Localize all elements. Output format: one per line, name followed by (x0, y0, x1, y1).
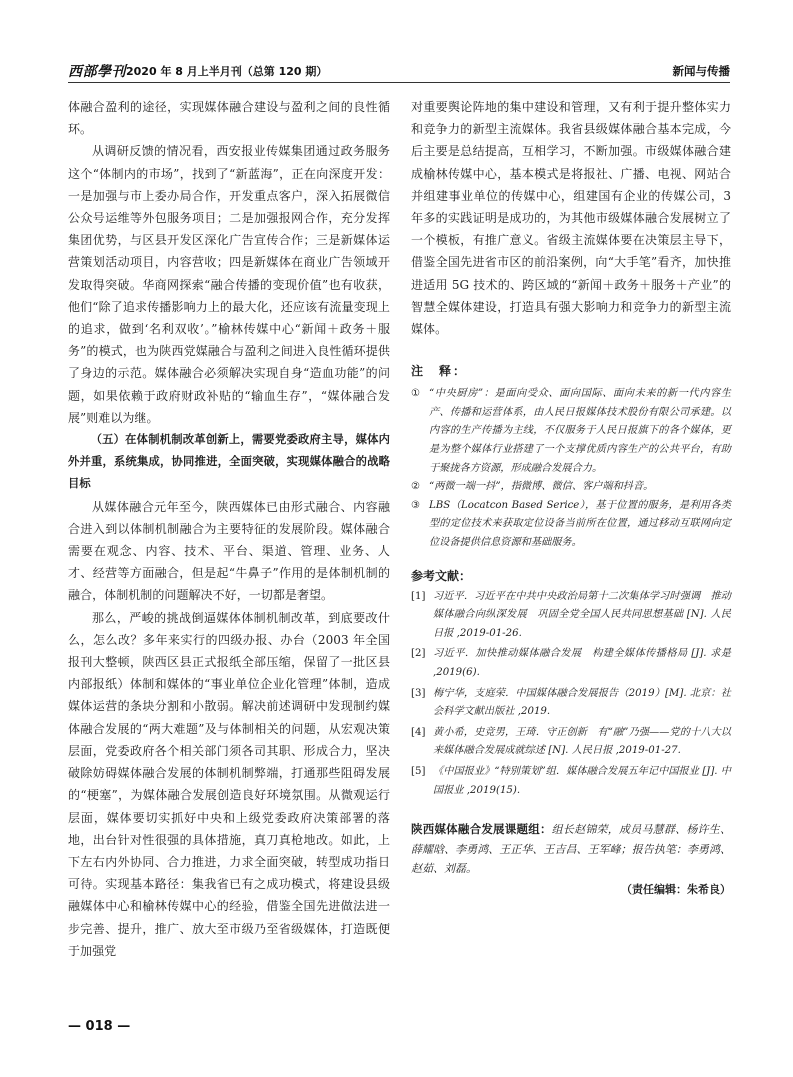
reference-text: 黄小希，史竞男，王琦．守正创新 有“融”乃强——党的十八大以来媒体融合发展成就综述 [N]. 人民日报 ,2019-01-27. (433, 726, 731, 757)
references-heading: 参考文献： (411, 568, 472, 583)
research-group-label: 陕西媒体融合发展课题组： (411, 822, 552, 837)
notes-heading: 注 释： (411, 364, 468, 379)
body-paragraph: 对重要舆论阵地的集中建设和管理，又有利于提升整体实力和竞争力的新型主流媒体。我省县级媒体融合基本完成，今后主要是总结提高，互相学习，不断加强。市级媒体融合建成榆林传媒中心，基本模式是将报社、广播、电视、网站合并组建事业单位的传媒中心，组建国有企业的传媒公司，3 年多的实践证明是成功的，为其他市级媒体融合发展树立了一个模板，有推广意义。省级主流媒体要在决策层主导下，借鉴全国先进省市区的前沿案例，向“大手笔”看齐，加快推进适用 5G 技术的、跨区域的“新闻＋政务＋服务＋产业”的智慧全媒体建设，打造具有强大影响力和竞争力的新型主流媒体。 (411, 100, 731, 337)
note-item (411, 385, 731, 478)
note-marker: ③ (411, 499, 421, 511)
reference-text: 习近平．习近平在中共中央政治局第十二次集体学习时强调 推动媒体融合向纵深发展 巩固全党全国人民共同思想基础 [N]. 人民日报 ,2019-01-26. (433, 590, 731, 639)
note-marker: ② (411, 481, 421, 493)
journal-issue: 2020 年 8 月上半月刊（总第 120 期） (126, 65, 328, 78)
body-paragraph: 从调研反馈的情况看，西安报业传媒集团通过政务服务这个“体制内的市场”，找到了“新蓝海”，正在向深度开发：一是加强与市上委办局合作，开发重点客户，深入拓展微信公众号运维等外包服务项目；二是加强报网合作，充分发挥集团优势，与区县开发区深化广告宣传合作；三是新媒体运营策划活动项目，内容营收；四是新媒体在商业广告领域开发取得突破。华商网探索“融合传播的变现价值”也有收获，他们“除了追求传播影响力上的最大化，还应该有流量变现上的追求，做到‘名利双收’。”榆林传媒中心“新闻＋政务＋服务”的模式，也为陕西党媒融合与盈利之间进入良性循环提供了身边的示范。媒体融合必须解决实现自身“造血功能”的问题，如果依赖于政府财政补贴的“输血生存”，“媒体融合发展”则难以为继。 (68, 144, 390, 425)
reference-item (411, 685, 731, 722)
reference-marker: [2] (411, 648, 426, 660)
responsible-editor: （责任编辑：朱希良） (621, 882, 731, 896)
reference-item (411, 645, 731, 682)
running-header (68, 60, 730, 83)
left-column (68, 96, 390, 962)
reference-text: 《中国报业》“特别策划”组．媒体融合发展五年记中国报业 [J]. 中国报业 ,2019(15). (433, 765, 731, 796)
research-group-members: 组长赵锦荣，成员马慧群、杨许生、薛耀晗、李勇鸿、王正华、王吉昌、王军峰；报告执笔：李勇鸿、赵茹、刘磊。 (411, 823, 732, 876)
body-paragraph: 那么，严峻的挑战倒逼媒体体制机制改革，到底要改什么，怎么改？多年来实行的四级办报、办台（2003 年全国报刊大整顿，陕西区县正式报纸全部压缩，保留了一批区县内部报纸）体制和媒体的“事业单位企业化管理”体制，造成媒体运营的条块分割和小散弱。解决前述调研中发现制约媒体融合发展的“两大难题”及与体制相关的问题，从宏观决策层面，党委政府各个相关部门须各司其职、形成合力，坚决破除妨碍媒体融合发展的体制机制弊端，打通那些阻碍发展的“梗塞”，为媒体融合发展创造良好环境氛围。从微观运行层面，媒体要切实抓好中央和上级党委政府决策部署的落地，出台针对性很强的具体措施，真刀真枪地改。如此，上下左右内外协同、合力推进，力求全面突破，转型成功指日可待。实现基本路径：集我省已有之成功模式，将建设县级融媒体中心和榆林传媒中心的经验，借鉴全国先进做法进一步完善、提升，推广、放大至市级乃至省级媒体，打造既便于加强党 (68, 610, 390, 958)
reference-marker: [3] (411, 687, 426, 699)
note-item (411, 497, 731, 553)
section-heading: （五）在体制机制改革创新上，需要党委政府主导，媒体内外并重，系统集成，协同推进，全面突破，实现媒体融合的战略目标 (68, 433, 390, 491)
note-text: “中央厨房”：是面向受众、面向国际、面向未来的新一代内容生产、传播和运营体系，由人民日报媒体技术股份有限公司承建。以内容的生产传播为主线，不仅服务于人民日报旗下的各个媒体，更是为整个媒体行业搭建了一个支撑优质内容生产的公共平台，有助于聚拢各方资源，形成融合发展合力。 (429, 388, 731, 474)
journal-logo: 西部學刊 (68, 64, 126, 80)
body-paragraph: 体融合盈利的途径，实现媒体融合建设与盈利之间的良性循环。 (68, 100, 390, 137)
note-item (411, 478, 731, 497)
reference-item (411, 724, 731, 761)
note-text: LBS（Locatcon Based Serice），基于位置的服务，是利用各类型的定位技术来获取定位设备当前所在位置，通过移动互联网向定位设备提供信息资源和基础服务。 (429, 499, 731, 548)
reference-marker: [5] (411, 765, 426, 777)
note-marker: ① (411, 388, 421, 400)
reference-marker: [1] (411, 590, 426, 602)
reference-marker: [4] (411, 726, 426, 738)
body-paragraph: 从媒体融合元年至今，陕西媒体已由形式融合、内容融合进入到以体制机制融合为主要特征的发展阶段。媒体融合需要在观念、内容、技术、平台、渠道、管理、业务、人才、经营等方面融合，但是起“牛鼻子”作用的是体制机制的融合，体制机制的问题解决不好，一切都是奢望。 (68, 499, 390, 603)
reference-item (411, 588, 731, 644)
reference-text: 梅宁华，支庭荣．中国媒体融合发展报告（2019）[M]. 北京：社会科学文献出版社 ,2019. (433, 687, 731, 718)
right-column (411, 96, 731, 897)
note-text: “两微一端一抖”，指微博、微信、客户端和抖音。 (429, 481, 654, 493)
page-number: — 018 — (68, 1019, 131, 1034)
reference-item (411, 763, 731, 800)
section-name: 新闻与传播 (672, 64, 730, 78)
research-group (411, 820, 731, 879)
reference-text: 习近平．加快推动媒体融合发展 构建全媒体传播格局 [J]. 求是 ,2019(6). (433, 648, 731, 678)
